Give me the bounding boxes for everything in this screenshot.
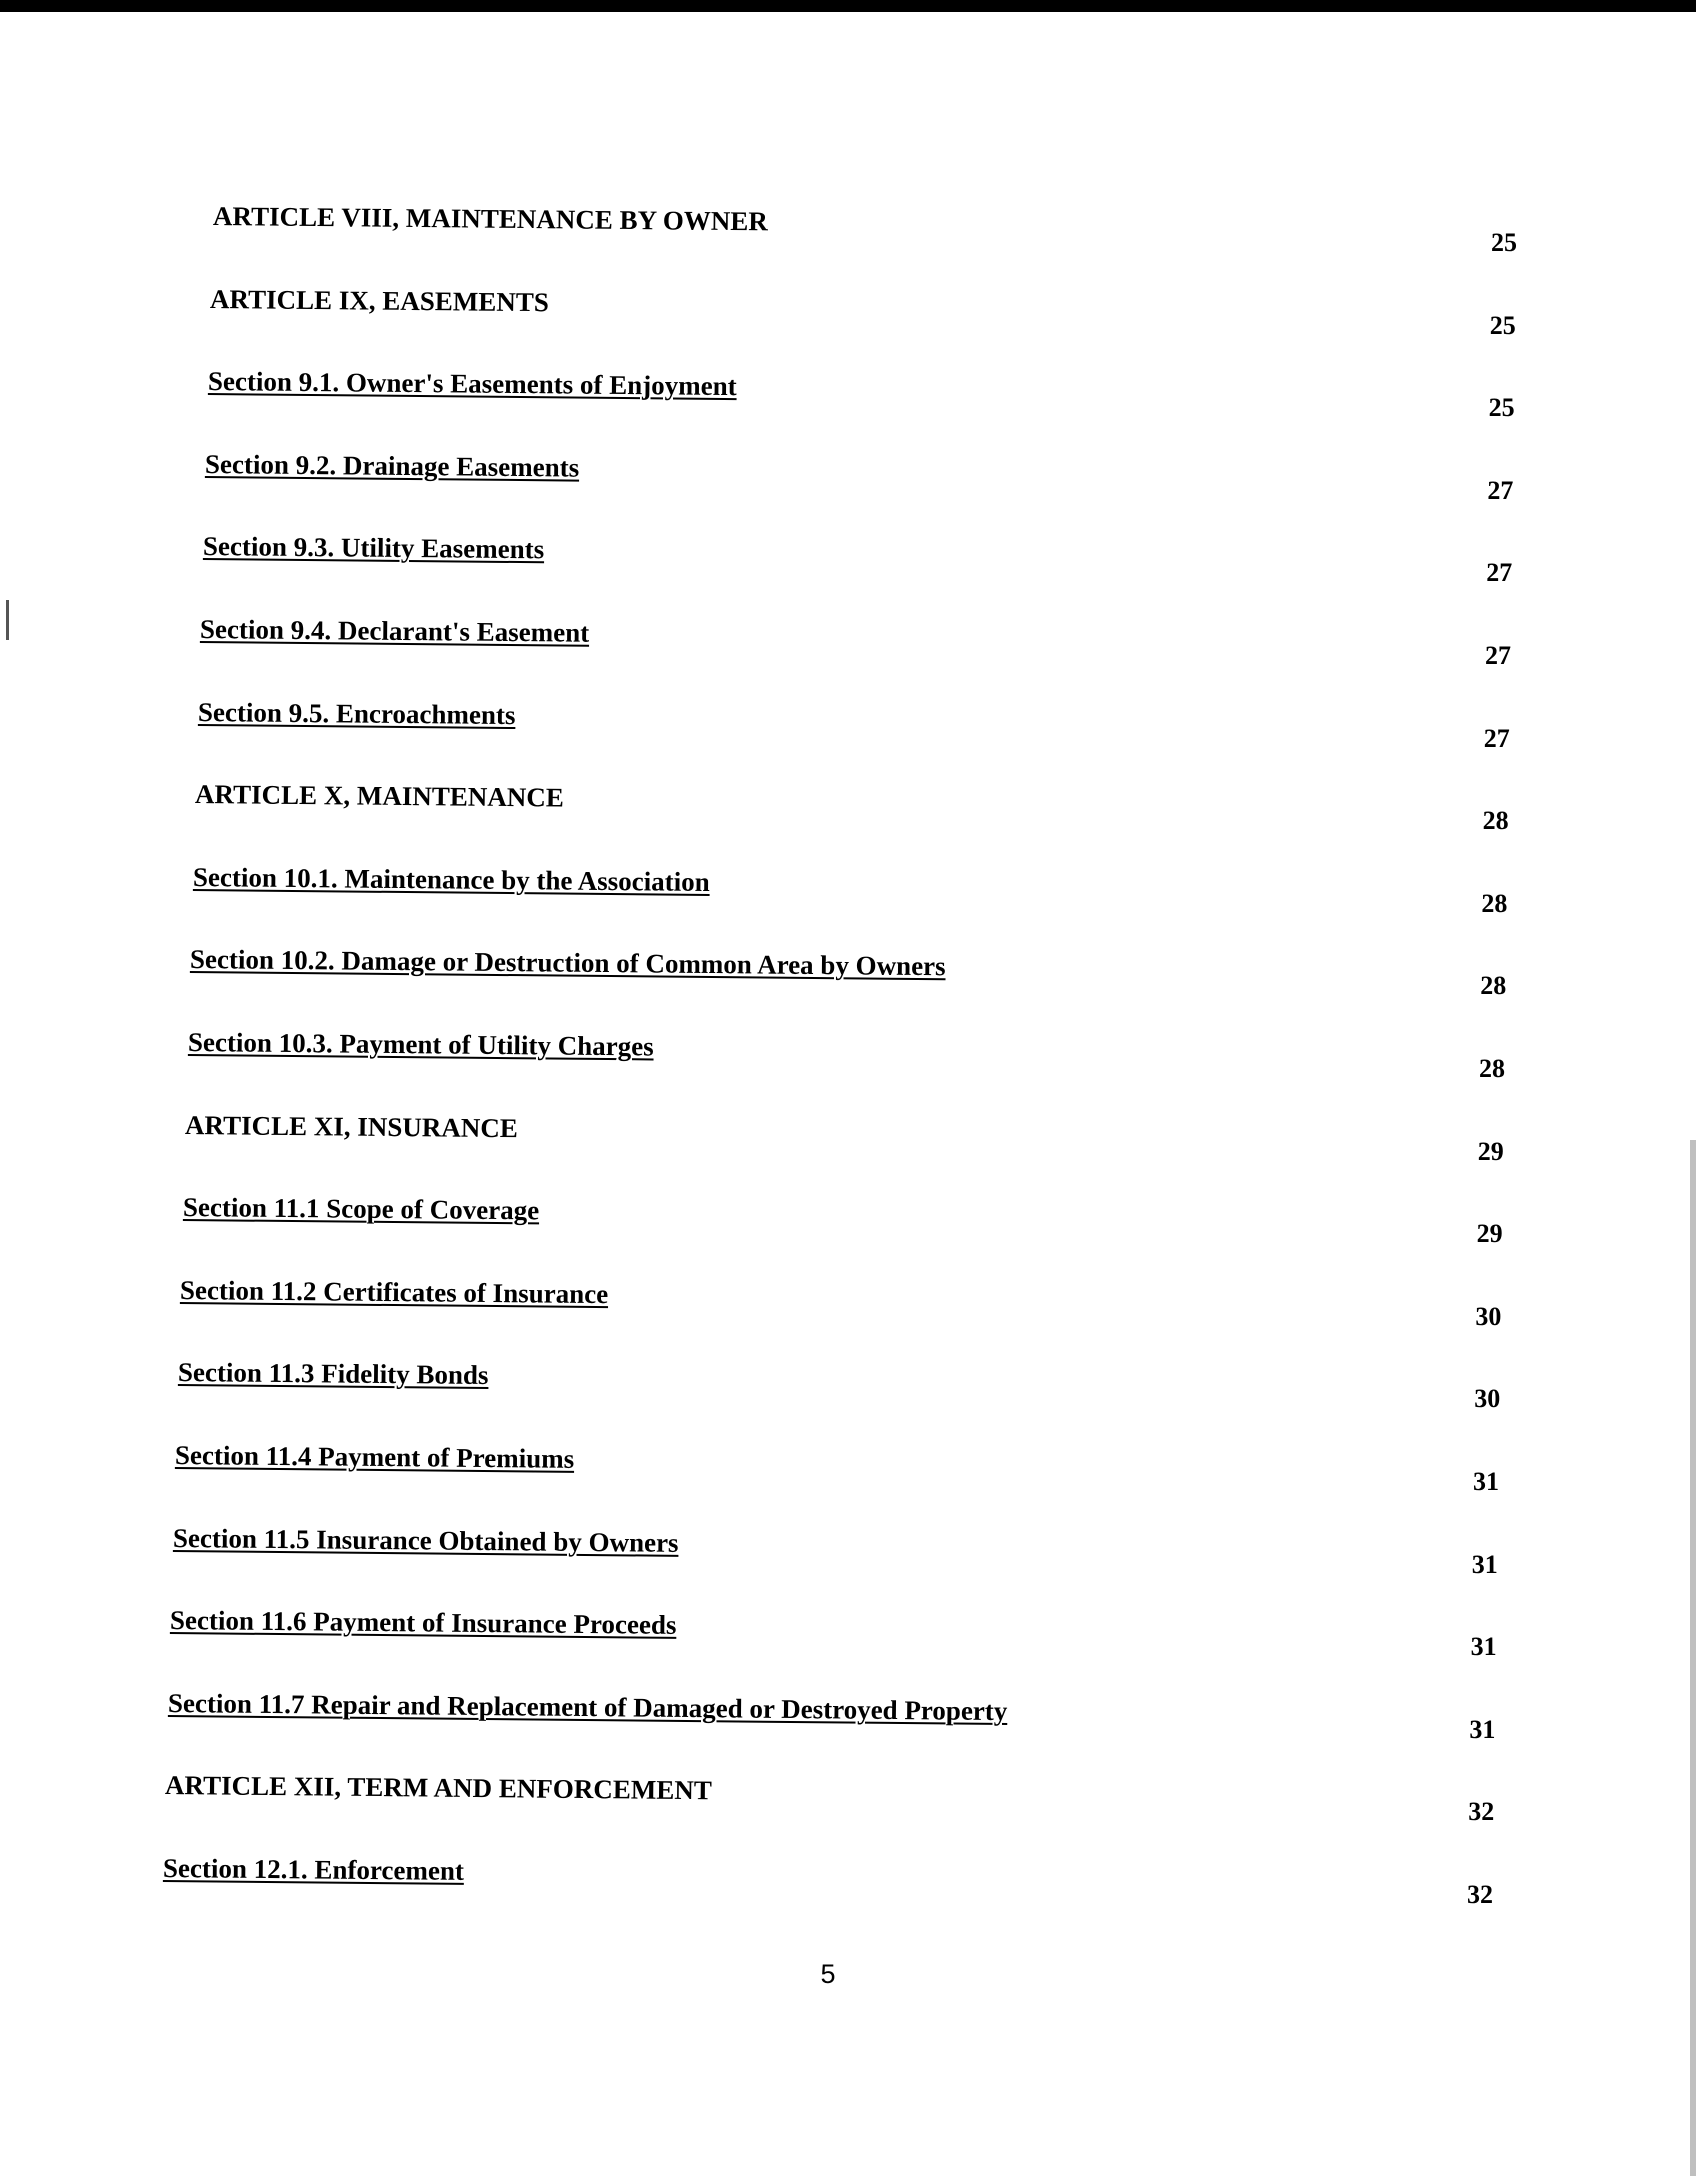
toc-page-number: 27 xyxy=(1486,558,1513,588)
toc-page-number: 27 xyxy=(1487,475,1514,505)
toc-section-title: Section 10.1. Maintenance by the Association xyxy=(192,861,710,897)
toc-page-number: 31 xyxy=(1469,1714,1496,1744)
toc-page-number: 29 xyxy=(1476,1219,1503,1249)
toc-article-title: ARTICLE XII, TERM AND ENFORCEMENT xyxy=(164,1770,713,1806)
toc-page-number: 31 xyxy=(1473,1467,1499,1496)
toc-page-number: 28 xyxy=(1482,806,1509,836)
toc-page-number: 29 xyxy=(1477,1136,1504,1166)
toc-section-title: Section 12.1. Enforcement xyxy=(162,1853,464,1886)
toc-section-title: Section 11.1 Scope of Coverage xyxy=(182,1192,540,1226)
toc-page-number: 30 xyxy=(1474,1384,1501,1414)
toc-section-title: Section 11.6 Payment of Insurance Proceeds xyxy=(170,1605,677,1641)
toc-section-title: Section 11.3 Fidelity Bonds xyxy=(177,1357,489,1391)
toc-section-title: Section 10.2. Damage or Destruction of Common Area by Owners xyxy=(190,944,947,982)
toc-section-title: Section 11.5 Insurance Obtained by Owners xyxy=(172,1522,679,1558)
toc-page-number: 28 xyxy=(1479,1054,1505,1083)
toc-page-number: 28 xyxy=(1480,971,1507,1001)
toc-page-number: 25 xyxy=(1488,393,1515,423)
page-number: 5 xyxy=(820,1959,836,1989)
toc-article-title: ARTICLE IX, EASEMENTS xyxy=(210,283,550,317)
toc-page-number: 27 xyxy=(1485,641,1511,670)
toc-page-number: 31 xyxy=(1470,1632,1497,1662)
toc-page-number: 25 xyxy=(1491,228,1517,257)
toc-section-title: Section 11.4 Payment of Premiums xyxy=(175,1440,575,1474)
toc-section-title: Section 11.2 Certificates of Insurance xyxy=(180,1274,609,1309)
toc-page-number: 32 xyxy=(1468,1797,1495,1827)
toc-section-title: Section 9.3. Utility Easements xyxy=(202,531,545,565)
toc-section-title: Section 9.4. Declarant's Easement xyxy=(200,614,590,648)
toc-section-title: Section 10.3. Payment of Utility Charges xyxy=(187,1027,654,1062)
toc-article-title: ARTICLE XI, INSURANCE xyxy=(185,1109,519,1143)
toc-section-title: Section 9.5. Encroachments xyxy=(197,696,516,730)
toc-article-title: ARTICLE X, MAINTENANCE xyxy=(195,779,565,813)
toc-article-title: ARTICLE VIII, MAINTENANCE BY OWNER xyxy=(212,201,769,237)
toc-section-title: Section 11.7 Repair and Replacement of Damaged or Destroyed Property xyxy=(167,1687,1008,1726)
toc-page-number: 27 xyxy=(1483,723,1510,753)
toc-section-title: Section 9.1. Owner's Easements of Enjoyment xyxy=(207,366,737,402)
toc-page-number: 31 xyxy=(1471,1549,1498,1579)
toc-page-number: 25 xyxy=(1489,310,1516,340)
toc-page-number: 28 xyxy=(1481,888,1508,918)
toc-section-title: Section 9.2. Drainage Easements xyxy=(205,448,580,483)
toc-page-number: 32 xyxy=(1467,1880,1493,1909)
toc-page-number: 30 xyxy=(1475,1301,1502,1331)
